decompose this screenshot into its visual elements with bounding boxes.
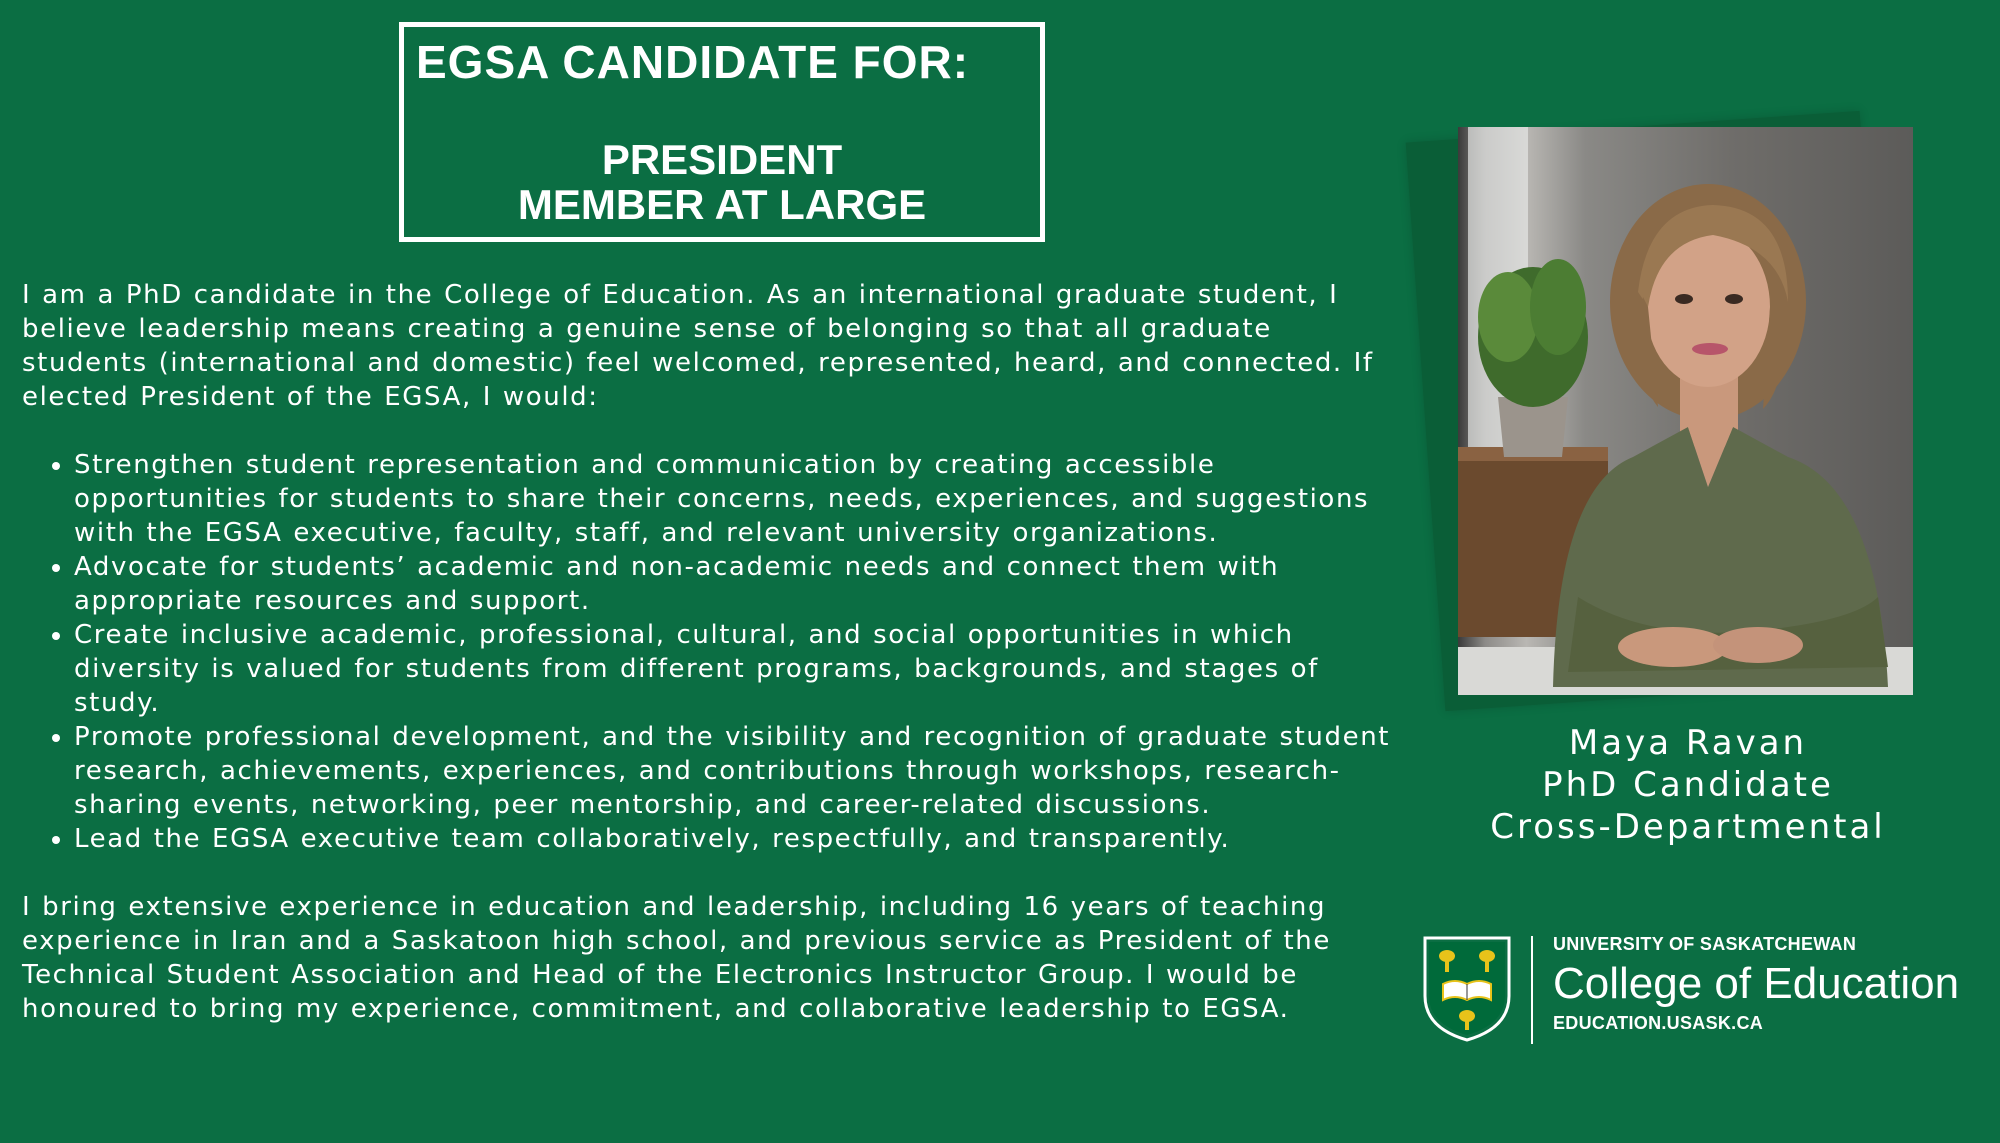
college-logo-text <box>1553 934 1959 1034</box>
candidate-title-box <box>399 22 1045 242</box>
portrait-illustration <box>1458 127 1913 695</box>
position-president: PRESIDENT <box>601 136 843 183</box>
position-member-at-large: MEMBER AT LARGE <box>517 181 927 229</box>
platform-point: • Create inclusive academic, professional, cultural, and social opportunities in which diversity is valued for students from different programs, backgrounds, and stages of study. <box>74 618 1402 720</box>
statement-closing: I bring extensive experience in education and leadership, including 16 years of teaching experience in Iran and a Saskatoon high school, and previous service as President of the Technical Student Association and Head of the Electronics Instructor Group. I would be honoured to bring my experience, commitment, and collaborative leadership to EGSA. <box>22 892 1331 1024</box>
candidate-info <box>1418 722 1958 848</box>
platform-point: • Advocate for students’ academic and non-academic needs and connect them with appropriate resources and support. <box>74 550 1402 618</box>
candidate-name: Maya Ravan <box>1568 723 1808 763</box>
platform-point: • Lead the EGSA executive team collaboratively, respectfully, and transparently. <box>74 822 1402 856</box>
candidate-photo <box>1458 127 1913 695</box>
candidate-department: Cross-Departmental <box>1490 807 1886 847</box>
statement-intro: I am a PhD candidate in the College of Education. As an international graduate student, I believe leadership means creating a genuine sense of belonging so that all graduate students (international and domestic) feel welcomed, represented, heard, and connected. If elected President of the EGSA, I would: <box>22 280 1374 412</box>
logo-college-name: College of Education <box>1553 959 1960 1008</box>
candidate-degree: PhD Candidate <box>1542 765 1834 805</box>
university-crest-icon <box>1423 936 1511 1042</box>
title-positions <box>404 137 1040 228</box>
logo-divider <box>1531 936 1533 1044</box>
platform-point: • Strengthen student representation and communication by creating accessible opportunities for students to share their concerns, needs, experiences, and suggestions with the EGSA executive, faculty, staff, and relevant university organizations. <box>74 448 1402 550</box>
platform-list <box>22 448 1402 856</box>
candidate-statement <box>22 278 1402 1026</box>
logo-website: EDUCATION.USASK.CA <box>1553 1013 1764 1033</box>
logo-university: UNIVERSITY OF SASKATCHEWAN <box>1553 934 1857 954</box>
title-heading: EGSA CANDIDATE FOR: <box>416 36 970 88</box>
platform-point: • Promote professional development, and the visibility and recognition of graduate student research, achievements, experiences, and contributions through workshops, research-sharing events, networking, peer mentorship, and career-related discussions. <box>74 720 1402 822</box>
